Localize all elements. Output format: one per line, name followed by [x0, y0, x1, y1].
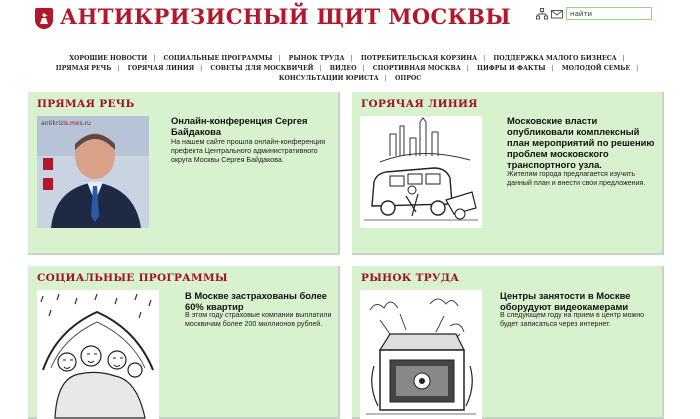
main-nav-row-3 [30, 75, 670, 82]
story-title[interactable]: Московские власти опубликовали комплексный план мероприятий по решению проблем московского транспортного узла. [507, 115, 655, 170]
nav-separator: | [200, 65, 203, 72]
story-text: В этом году страховые компании выплатили москвичам более 200 миллионов рублей. [185, 311, 332, 328]
story-title[interactable]: Онлайн-конференция Сергея Байдакова [171, 115, 308, 137]
sitemap-icon[interactable] [536, 8, 548, 20]
story-text: Жителям города предлагается изучить данный план и внести свои предложения. [507, 170, 646, 187]
photo-caption: antikrizis.mos.ru [41, 120, 91, 127]
nav-good-news[interactable]: ХОРОШИЕ НОВОСТИ [69, 55, 148, 62]
site-header [0, 0, 700, 50]
panel-social-programs [28, 266, 340, 419]
nav-social-programs[interactable]: СОЦИАЛЬНЫЕ ПРОГРАММЫ [163, 55, 273, 62]
nav-separator: | [117, 65, 120, 72]
main-nav-row-1 [30, 55, 670, 62]
nav-facts[interactable]: ЦИФРЫ И ФАКТЫ [477, 65, 546, 72]
family-umbrella-illustration[interactable] [37, 290, 159, 419]
panel-heading[interactable]: ГОРЯЧАЯ ЛИНИЯ [361, 98, 478, 110]
nav-video[interactable]: ВИДЕО [329, 65, 357, 72]
nav-sport[interactable]: СПОРТИВНАЯ МОСКВА [372, 65, 461, 72]
nav-lawyer[interactable]: КОНСУЛЬТАЦИИ ЮРИСТА [278, 75, 379, 82]
speaker-photo[interactable] [37, 116, 149, 228]
story-title[interactable]: В Москве застрахованы более 60% квартир [185, 290, 328, 312]
nav-separator: | [466, 65, 469, 72]
nav-separator: | [350, 55, 353, 62]
panel-heading[interactable]: СОЦИАЛЬНЫЕ ПРОГРАММЫ [37, 272, 228, 284]
coat-of-arms-icon[interactable] [35, 8, 53, 29]
panel-direct-speech [28, 92, 340, 255]
nav-small-business[interactable]: ПОДДЕРЖКА МАЛОГО БИЗНЕСА [493, 55, 617, 62]
panel-hotline [352, 92, 664, 255]
nav-separator: | [483, 55, 486, 62]
nav-separator: | [153, 55, 156, 62]
nav-young-family[interactable]: МОЛОДОЙ СЕМЬЕ [561, 65, 631, 72]
main-nav-row-2 [30, 65, 670, 72]
panel-heading[interactable]: РЫНОК ТРУДА [361, 272, 460, 284]
mail-icon[interactable] [551, 8, 563, 20]
nav-separator: | [362, 65, 365, 72]
nav-hotline[interactable]: ГОРЯЧАЯ ЛИНИЯ [127, 65, 195, 72]
nav-separator: | [622, 55, 625, 62]
story-text: В следующем году на прием в центр можно будет записаться через интернет. [500, 311, 645, 328]
site-title[interactable]: АНТИКРИЗИСНЫЙ ЩИТ МОСКВЫ [60, 4, 511, 29]
nav-labor-market[interactable]: РЫНОК ТРУДА [288, 55, 345, 62]
panel-heading[interactable]: ПРЯМАЯ РЕЧЬ [37, 98, 135, 110]
nav-separator: | [384, 75, 387, 82]
traffic-illustration[interactable] [360, 116, 482, 228]
nav-direct-speech[interactable]: ПРЯМАЯ РЕЧЬ [55, 65, 112, 72]
nav-consumer-basket[interactable]: ПОТРЕБИТЕЛЬСКАЯ КОРЗИНА [360, 55, 478, 62]
nav-poll[interactable]: ОПРОС [394, 75, 422, 82]
story-text: На нашем сайте прошла онлайн-конференция префекта Центрального административного округа Москвы Сергея Байдакова. [171, 138, 326, 164]
nav-separator: | [319, 65, 322, 72]
video-camera-illustration[interactable] [360, 290, 482, 419]
nav-separator: | [551, 65, 554, 72]
nav-separator: | [636, 65, 639, 72]
story-title[interactable]: Центры занятости в Москве оборудуют видеокамерами [500, 290, 631, 312]
nav-separator: | [278, 55, 281, 62]
panel-labor-market [352, 266, 664, 419]
search-input[interactable] [566, 7, 652, 20]
nav-advice[interactable]: СОВЕТЫ ДЛЯ МОСКВИЧЕЙ [210, 65, 314, 72]
